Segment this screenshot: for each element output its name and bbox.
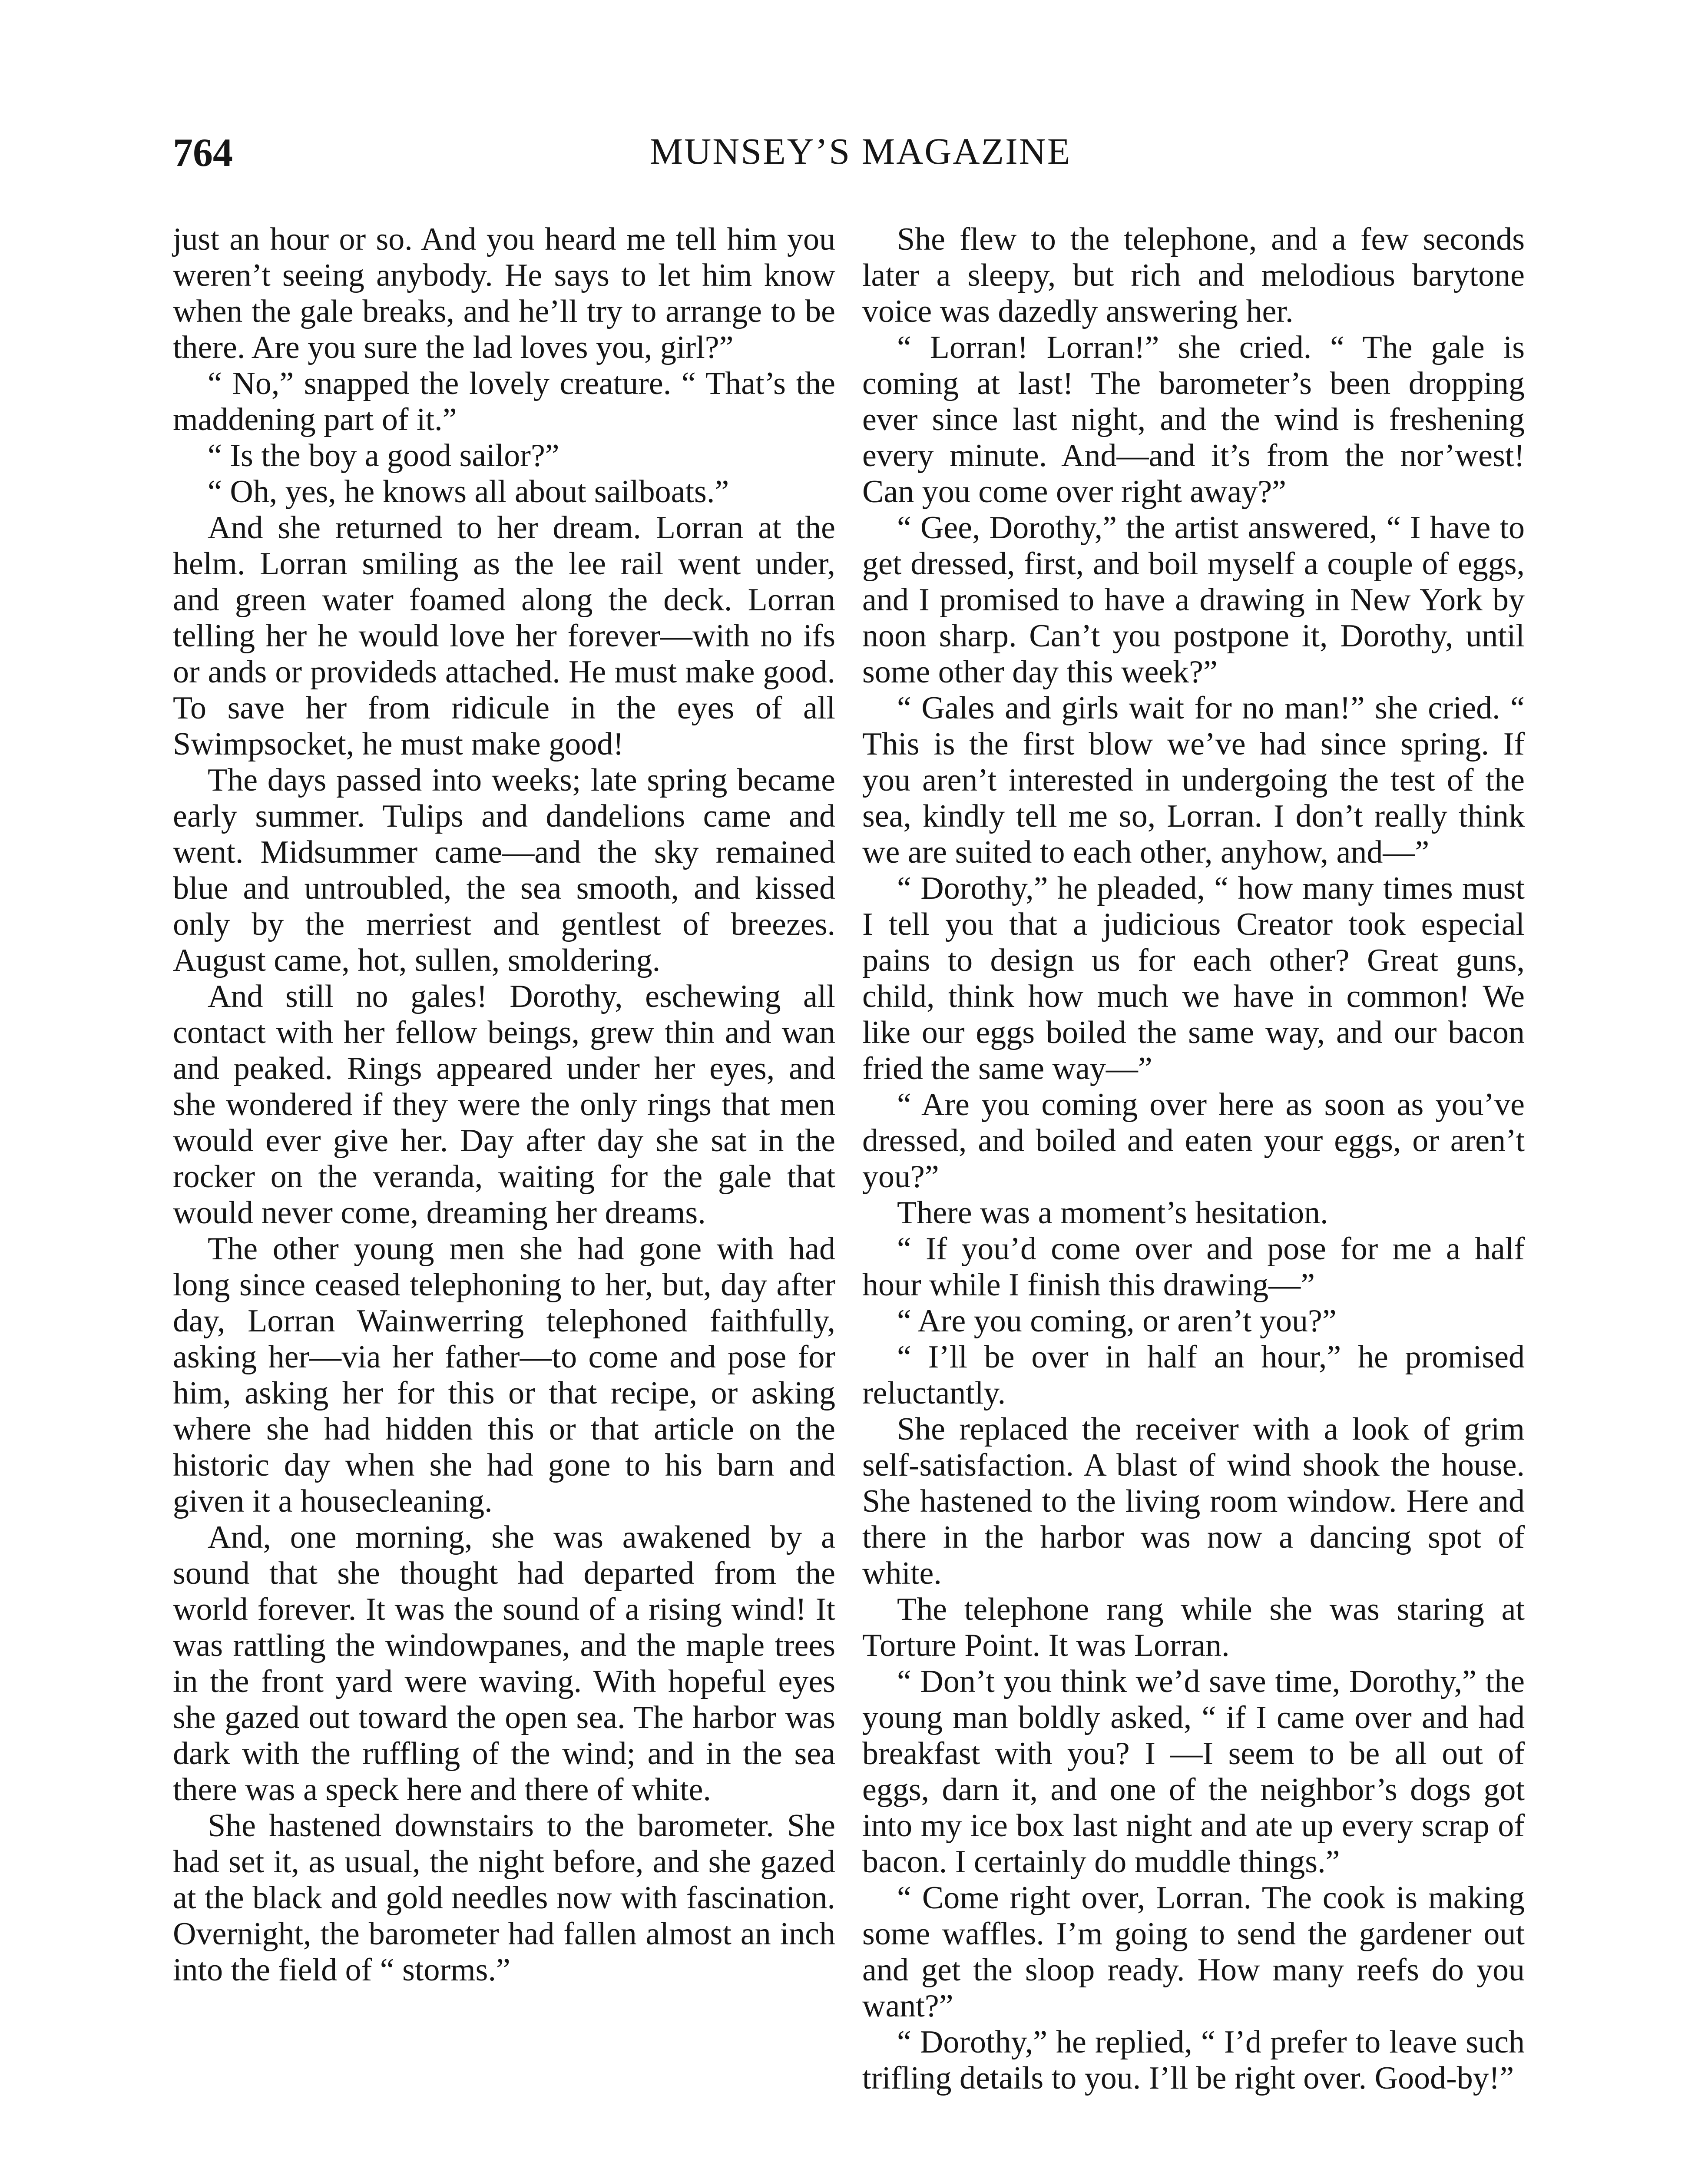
paragraph: “ Dorothy,” he replied, “ I’d prefer to leave such trifling details to you. I’ll be right over. Good-by!” xyxy=(862,2024,1525,2096)
running-head: MUNSEY’S MAGAZINE xyxy=(649,130,1072,172)
paragraph: “ Are you coming over here as soon as you’ve dressed, and boiled and eaten your eggs, or aren’t you?” xyxy=(862,1087,1525,1195)
paragraph: “ If you’d come over and pose for me a half hour while I finish this drawing—” xyxy=(862,1231,1525,1303)
paragraph: She replaced the receiver with a look of grim self-satisfaction. A blast of wind shook the house. She hastened to the living room window. Here and there in the harbor was now a dancing spot of white. xyxy=(862,1411,1525,1591)
paragraph: “ Lorran! Lorran!” she cried. “ The gale is coming at last! The barometer’s been dropping ever since last night, and the wind is freshening every minute. And—and it’s from the nor’west! Can you come over right away?” xyxy=(862,330,1525,510)
paragraph: just an hour or so. And you heard me tell him you weren’t seeing anybody. He says to let him know when the gale breaks, and he’ll try to arrange to be there. Are you sure the lad loves you, girl?” xyxy=(173,222,835,365)
paragraph: She hastened downstairs to the barometer. She had set it, as usual, the night before, and she gazed at the black and gold needles now with fascination. Overnight, the barometer had fallen almost an inch into the field of “ storms.” xyxy=(173,1808,835,1988)
paragraph: “ Come right over, Lorran. The cook is making some waffles. I’m going to send the gardener out and get the sloop ready. How many reefs do you want?” xyxy=(862,1880,1525,2024)
paragraph: “ Are you coming, or aren’t you?” xyxy=(897,1303,1337,1339)
paragraph: The telephone rang while she was staring at Torture Point. It was Lorran. xyxy=(862,1592,1525,1663)
paragraph: “ Dorothy,” he pleaded, “ how many times must I tell you that a judicious Creator took especial pains to design us for each other? Great guns, child, think how much we have in common! We like our eggs boiled the same way, and our bacon fried the same way—” xyxy=(862,871,1525,1086)
paragraph: There was a moment’s hesitation. xyxy=(897,1195,1328,1231)
paragraph: And she returned to her dream. Lorran at the helm. Lorran smiling as the lee rail went under, and green water foamed along the deck. Lorran telling her he would love her forever—with no ifs or ands or provideds attached. He must make good. To save her from ridicule in the eyes of all Swimpsocket, he must make good! xyxy=(173,510,835,762)
paragraph: “ Don’t you think we’d save time, Dorothy,” the young man boldly asked, “ if I came over and had breakfast with you? I —I seem to be all out of eggs, darn it, and one of the neighbor’s dogs got into my ice box last night and ate up every scrap of bacon. I certainly do muddle things.” xyxy=(862,1664,1525,1880)
paragraph: “ Is the boy a good sailor?” xyxy=(208,438,559,473)
paragraph: She flew to the telephone, and a few seconds later a sleepy, but rich and melodious barytone voice was dazedly answering her. xyxy=(862,222,1525,329)
page-number: 764 xyxy=(173,130,233,175)
paragraph: And, one morning, she was awakened by a sound that she thought had departed from the world forever. It was the sound of a rising wind! It was rattling the windowpanes, and the maple trees in the front yard were waving. With hopeful eyes she gazed out toward the open sea. The harbor was dark with the ruffling of the wind; and in the sea there was a speck here and there of white. xyxy=(173,1520,835,1808)
paragraph: “ Gee, Dorothy,” the artist answered, “ I have to get dressed, first, and boil myself a couple of eggs, and I promised to have a drawing in New York by noon sharp. Can’t you postpone it, Dorothy, until some other day this week?” xyxy=(862,510,1525,690)
paragraph: “ Oh, yes, he knows all about sailboats.” xyxy=(208,474,729,510)
right-column xyxy=(862,222,1525,2172)
paragraph: And still no gales! Dorothy, eschewing all contact with her fellow beings, grew thin and wan and peaked. Rings appeared under her eyes, and she wondered if they were the only rings that men would ever give her. Day after day she sat in the rocker on the veranda, waiting for the gale that would never come, dreaming her dreams. xyxy=(173,979,835,1231)
paragraph: The days passed into weeks; late spring became early summer. Tulips and dandelions came and went. Midsummer came—and the sky remained blue and untroubled, the sea smooth, and kissed only by the merriest and gentlest of breezes. August came, hot, sullen, smoldering. xyxy=(173,762,835,978)
page-header xyxy=(173,132,1548,198)
left-column xyxy=(173,222,835,2172)
paragraph: The other young men she had gone with had long since ceased telephoning to her, but, day after day, Lorran Wainwerring telephoned faithfully, asking her—via her father—to come and pose for him, asking her for this or that recipe, or asking where she had hidden this or that article on the historic day when she had gone to his barn and given it a housecleaning. xyxy=(173,1231,835,1519)
paragraph: “ No,” snapped the lovely creature. “ That’s the maddening part of it.” xyxy=(173,366,835,437)
paragraph: “ I’ll be over in half an hour,” he promised reluctantly. xyxy=(862,1339,1525,1411)
paragraph: “ Gales and girls wait for no man!” she cried. “ This is the first blow we’ve had since spring. If you aren’t interested in undergoing the test of the sea, kindly tell me so, Lorran. I don’t really think we are suited to each other, anyhow, and—” xyxy=(862,690,1525,870)
